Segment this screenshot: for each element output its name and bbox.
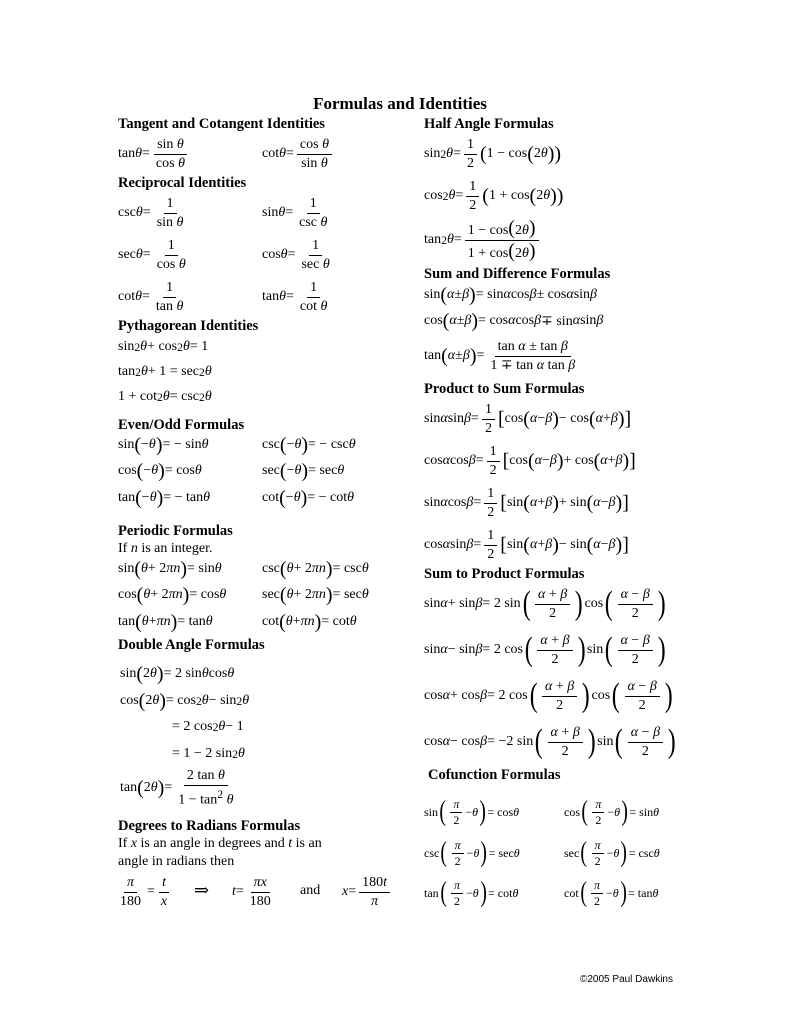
degrees-note-line1: If x is an angle in degrees and t is an	[118, 836, 322, 851]
formula-prod-sin-cos: sin α cos β = $\frac{1}{2}$ [ sin ( α + β ) + sin ( α − β )]	[424, 485, 629, 520]
formula-sum-prod-cos-minus: cos α − cos β = −2 sin ( $\frac{\alpha + \beta}{2}$ ) sin ( $\frac{\alpha - \beta}{2}$ )	[424, 723, 676, 760]
formula-double-tan: tan ( 2 θ ) = $\frac{\text{2 tan θ}}{1 - \tan^2 \theta}$	[120, 767, 234, 808]
formula-cofn-sec: sec ( $\frac{\pi}{2}$ − θ ) = csc θ	[564, 837, 660, 868]
formula-periodic-cos: cos ( θ + 2 πn ) = cos θ	[118, 584, 227, 606]
formula-double-sin: sin ( 2 θ ) = 2 sin θ cos θ	[120, 663, 235, 685]
periodic-note: If n is an integer.	[118, 541, 213, 556]
heading-tangent-cotangent: Tangent and Cotangent Identities	[118, 116, 325, 132]
formula-even-cos: cos ( − θ ) = cos θ	[118, 460, 202, 482]
formula-sum-sin: sin ( α ± β ) = sin α cos β ± cos α sin β	[424, 284, 598, 306]
formula-pyth-2: tan 2 θ + 1 = sec 2 θ	[118, 364, 212, 379]
formula-even-cot: cot ( − θ ) = − cot θ	[262, 487, 355, 509]
formula-tan-recip: tan θ = $\frac{1}{\text{cot θ}}$	[262, 279, 328, 314]
implies-arrow: ⇒	[194, 880, 210, 900]
formula-cofn-sin: sin ( $\frac{\pi}{2}$ − θ ) = cos θ	[424, 796, 520, 827]
formula-csc: csc θ = $\frac{1}{\text{sin θ}}$	[118, 195, 184, 230]
formula-cofn-cot: cot ( $\frac{\pi}{2}$ − θ ) = tan θ	[564, 877, 659, 908]
formula-periodic-tan: tan ( θ + πn ) = tan θ	[118, 611, 213, 633]
heading-reciprocal: Reciprocal Identities	[118, 175, 247, 191]
heading-cofunction: Cofunction Formulas	[428, 767, 561, 783]
formula-periodic-sec: sec ( θ + 2 πn ) = sec θ	[262, 584, 369, 606]
formula-pyth-1: sin 2 θ + cos 2 θ = 1	[118, 339, 209, 354]
formula-half-tan: tan 2 θ = $\frac{1 - \cos(2\theta)}{1 + \cos(2\theta)}$	[424, 218, 542, 262]
formula-sum-cos: cos ( α ± β ) = cos α cos β ∓ sin α sin β	[424, 310, 604, 332]
formula-cofn-csc: csc ( $\frac{\pi}{2}$ − θ ) = sec θ	[424, 837, 520, 868]
heading-degrees-radians: Degrees to Radians Formulas	[118, 818, 301, 834]
and-text: and	[300, 883, 321, 898]
formula-even-csc: csc ( − θ ) = − csc θ	[262, 434, 356, 456]
formula-t-value: t = $\frac{\pi x}{180}$	[232, 874, 271, 909]
formula-even-sec: sec ( − θ ) = sec θ	[262, 460, 345, 482]
formula-periodic-cot: cot ( θ + πn ) = cot θ	[262, 611, 357, 633]
heading-even-odd: Even/Odd Formulas	[118, 417, 245, 433]
formula-sum-prod-sin-plus: sin α + sin β = 2 sin ( $\frac{\alpha + \beta}{2}$ ) cos ( $\frac{\alpha - \beta}{2}$ )	[424, 585, 666, 622]
formula-cot: cot θ = $\frac{\text{cos θ}}{\text{sin θ}}$	[262, 132, 335, 176]
formula-sum-prod-sin-minus: sin α − sin β = 2 cos ( $\frac{\alpha + \beta}{2}$ ) sin ( $\frac{\alpha - \beta}{2}$ )	[424, 631, 666, 668]
formula-tan: tan θ = $\frac{\text{sin θ}}{\text{cos θ}}$	[118, 136, 185, 171]
formula-periodic-csc: csc ( θ + 2 πn ) = csc θ	[262, 558, 369, 580]
formula-half-sin: sin 2 θ = $\frac{1}{2}$ ( 1 − cos ( 2 θ ))	[424, 136, 562, 171]
formula-double-cos-2: = 2 cos 2 θ − 1	[172, 719, 244, 734]
formula-prod-cos-sin: cos α sin β = $\frac{1}{2}$ [ sin ( α + β ) − sin ( α − β )]	[424, 527, 629, 562]
formula-prod-cos-cos: cos α cos β = $\frac{1}{2}$ [ cos ( α − β ) + cos ( α + β )]	[424, 443, 636, 478]
formula-x-value: x = $\frac{180t}{\pi}$	[342, 870, 393, 914]
heading-pythagorean: Pythagorean Identities	[118, 318, 259, 334]
formula-pyth-3: 1 + cot 2 θ = csc 2 θ	[118, 389, 212, 404]
formula-periodic-sin: sin ( θ + 2 πn ) = sin θ	[118, 558, 222, 580]
formula-sin-recip: sin θ = $\frac{1}{\text{csc θ}}$	[262, 195, 328, 230]
formula-even-tan: tan ( − θ ) = − tan θ	[118, 487, 211, 509]
formula-sec: sec θ = $\frac{1}{\text{cos θ}}$	[118, 237, 186, 272]
formula-even-sin: sin ( − θ ) = − sin θ	[118, 434, 209, 456]
heading-sum-difference: Sum and Difference Formulas	[424, 266, 611, 282]
formula-double-cos-3: = 1 − 2 sin 2 θ	[172, 746, 245, 761]
formula-double-cos: cos ( 2 θ ) = cos 2 θ − sin 2 θ	[120, 690, 250, 712]
formula-cos-recip: cos θ = $\frac{1}{\text{sec θ}}$	[262, 237, 330, 272]
formula-cofn-cos: cos ( $\frac{\pi}{2}$ − θ ) = sin θ	[564, 796, 660, 827]
heading-half-angle: Half Angle Formulas	[424, 116, 554, 132]
formula-prod-sin-sin: sin α sin β = $\frac{1}{2}$ [ cos ( α − β ) − cos ( α + β )]	[424, 401, 632, 436]
heading-product-to-sum: Product to Sum Formulas	[424, 381, 585, 397]
heading-periodic: Periodic Formulas	[118, 523, 233, 539]
formula-sum-prod-cos-plus: cos α + cos β = 2 cos ( $\frac{\alpha + \beta}{2}$ ) cos ( $\frac{\alpha - \beta}{2}$ )	[424, 677, 673, 714]
heading-sum-to-product: Sum to Product Formulas	[424, 566, 585, 582]
page-title: Formulas and Identities	[313, 94, 487, 113]
formula-sum-tan: tan ( α ± β ) = $\frac{\text{tan α ± tan β}}{\text{1 ∓ tan α tan β}}$	[424, 338, 576, 373]
formula-half-cos: cos 2 θ = $\frac{1}{2}$ ( 1 + cos ( 2 θ ))	[424, 178, 564, 213]
degrees-note-line2: angle in radians then	[118, 854, 235, 869]
heading-double-angle: Double Angle Formulas	[118, 637, 265, 653]
formula-cot-recip: cot θ = $\frac{1}{\text{tan θ}}$	[118, 279, 184, 314]
formula-pi-ratio: $\frac{\pi}{180}$ = $\frac{t}{x}$	[120, 874, 168, 909]
copyright-notice: ©2005 Paul Dawkins	[580, 974, 673, 985]
formula-cofn-tan: tan ( $\frac{\pi}{2}$ − θ ) = cot θ	[424, 877, 519, 908]
